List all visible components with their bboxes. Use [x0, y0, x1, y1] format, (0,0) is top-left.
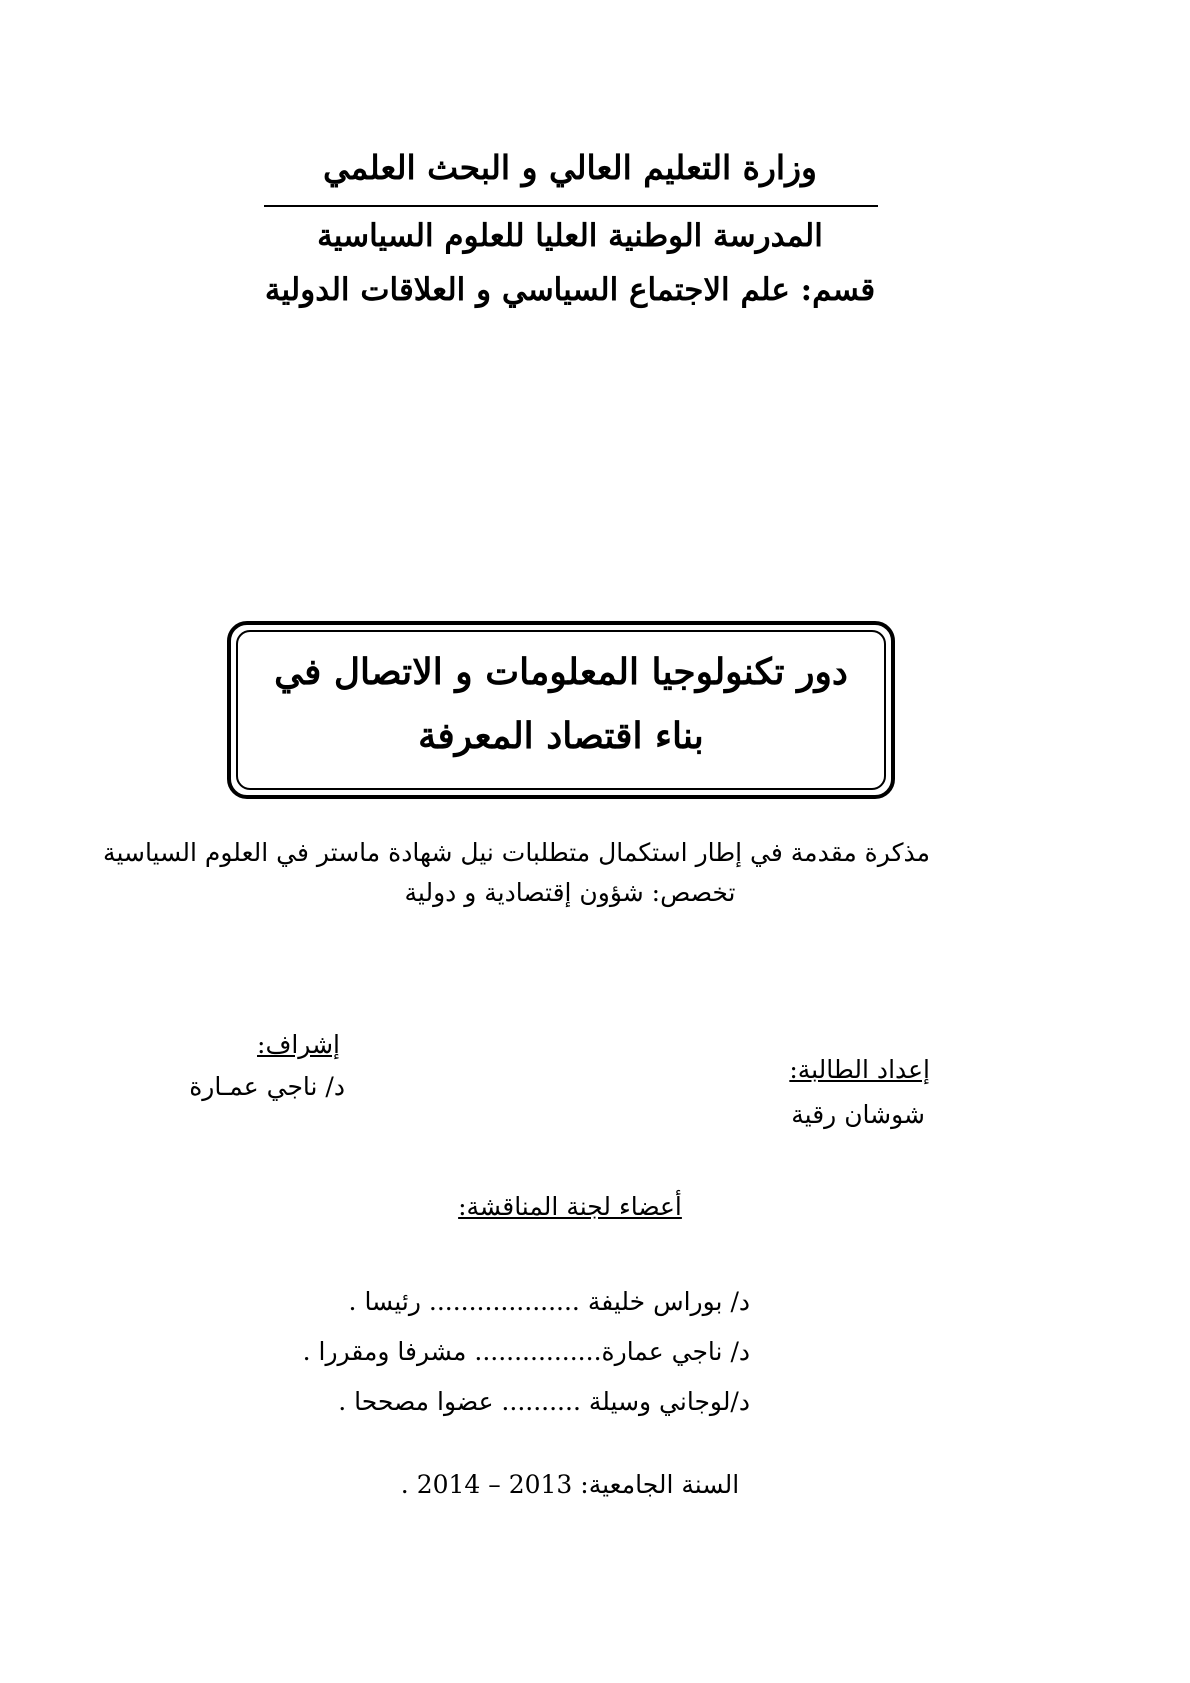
supervisor-name: د/ ناجي عمـارة: [189, 1072, 345, 1101]
committee-member: د/ بوراس خليفة ................... رئيسا .: [348, 1287, 750, 1316]
ministry-name: وزارة التعليم العالي و البحث العلمي: [323, 148, 817, 187]
thesis-title: دور تكنولوجيا المعلومات و الاتصال في بناء اقتصاد المعرفة: [274, 651, 848, 757]
committee-heading-text: أعضاء لجنة المناقشة:: [458, 1192, 682, 1221]
student-name: شوشان رقية: [791, 1100, 925, 1129]
committee-member: د/ ناجي عمارة................ مشرفا ومقررا .: [302, 1337, 750, 1366]
specialty: تخصص: شؤون إقتصادية و دولية: [404, 878, 736, 907]
supervision-label: إشراف:: [257, 1030, 340, 1059]
academic-year: السنة الجامعية: 2013 – 2014 .: [400, 1470, 740, 1499]
committee-heading: [440, 1192, 700, 1221]
department-name: قسم: علم الاجتماع السياسي و العلاقات الدولية: [264, 272, 876, 308]
committee-member: د/لوجاني وسيلة .......... عضوا مصححا .: [338, 1387, 750, 1416]
school-name: المدرسة الوطنية العليا للعلوم السياسية: [317, 218, 823, 254]
memo-description: مذكرة مقدمة في إطار استكمال متطلبات نيل شهادة ماستر في العلوم السياسية: [103, 838, 930, 867]
prepared-by-label: إعداد الطالبة:: [789, 1055, 930, 1084]
header-divider: [264, 205, 878, 207]
committee-list: [302, 1282, 750, 1432]
